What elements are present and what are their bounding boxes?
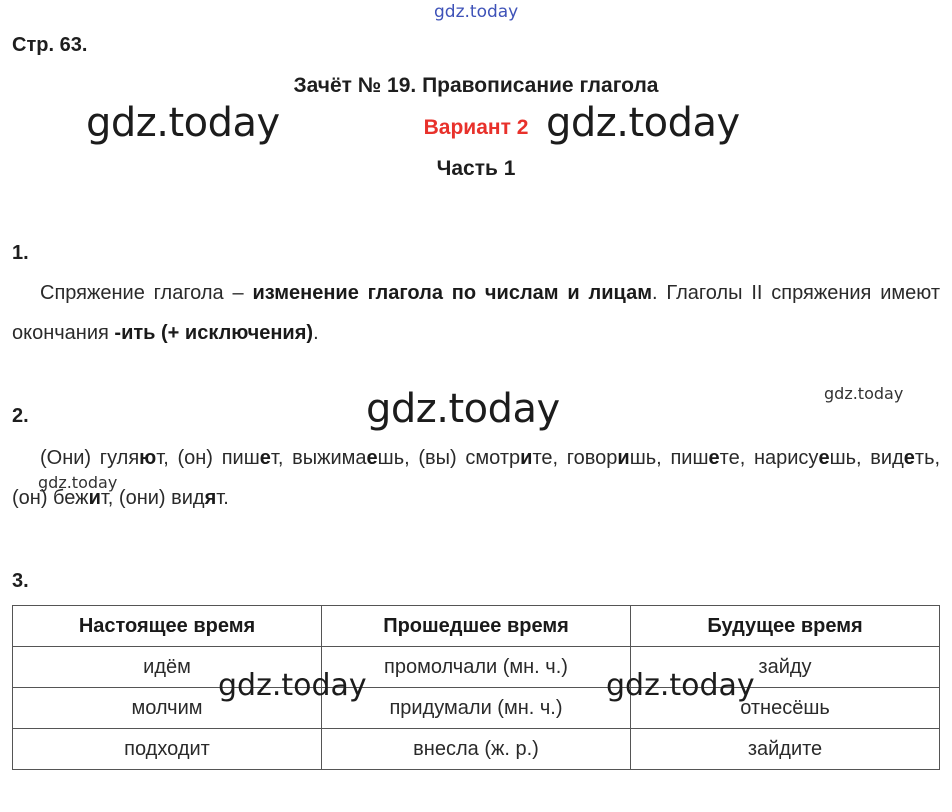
bold-fragment: -ить (+ исключения): [114, 322, 314, 344]
table-cell: внесла (ж. р.): [322, 729, 631, 770]
question-2-answer: [12, 438, 940, 518]
bold-fragment: е: [903, 447, 915, 469]
table-cell: отнесёшь: [631, 688, 940, 729]
watermark-small-right: gdz.today: [824, 384, 904, 403]
table-cell: молчим: [13, 688, 322, 729]
bold-fragment: я: [204, 487, 217, 509]
variant-label: Вариант 2: [423, 116, 529, 139]
test-title: Зачёт № 19. Правописание глагола: [293, 74, 659, 97]
watermark-center: gdz.today: [366, 386, 560, 432]
bold-fragment: е: [818, 447, 830, 469]
text-fragment: . Глаголы II спряжения имеют окончания: [12, 282, 940, 344]
table-cell: идём: [13, 647, 322, 688]
table-cell: промолчали (мн. ч.): [322, 647, 631, 688]
watermark-left: gdz.today: [86, 100, 280, 146]
table-cell: придумали (мн. ч.): [322, 688, 631, 729]
bold-fragment: ю: [139, 447, 157, 469]
watermark-top: gdz.today: [434, 2, 519, 22]
text-fragment: (Они) гуля: [40, 447, 140, 469]
table-header-row: [13, 606, 940, 647]
question-1-answer: [12, 273, 940, 353]
table-row: [13, 688, 940, 729]
text-fragment: т, (они) вид: [100, 487, 205, 509]
question-3-number: 3.: [12, 570, 29, 592]
text-fragment: шь, пиш: [629, 447, 709, 469]
table-cell: зайдите: [631, 729, 940, 770]
text-fragment: Спряжение глагола –: [40, 282, 253, 304]
text-fragment: т, выжима: [270, 447, 367, 469]
bold-fragment: е: [366, 447, 378, 469]
text-fragment: .: [313, 322, 319, 344]
bold-fragment: е: [259, 447, 271, 469]
page-number: Стр. 63.: [12, 34, 88, 56]
table-row: [13, 729, 940, 770]
watermark-table-right: gdz.today: [606, 668, 755, 703]
header-future: Будущее время: [631, 606, 940, 647]
bold-fragment: изменение глагола по числам и лицам: [252, 282, 652, 304]
text-fragment: шь, вид: [829, 447, 904, 469]
header-past: Прошедшее время: [322, 606, 631, 647]
question-2-number: 2.: [12, 405, 29, 427]
watermark-right: gdz.today: [546, 100, 740, 146]
bold-fragment: е: [708, 447, 720, 469]
table-cell: подходит: [13, 729, 322, 770]
tense-table: [12, 605, 940, 770]
bold-fragment: и: [88, 487, 101, 509]
watermark-table-left: gdz.today: [218, 668, 367, 703]
part-label: Часть 1: [436, 157, 516, 180]
question-1-number: 1.: [12, 242, 29, 264]
watermark-small-left: gdz.today: [38, 473, 118, 492]
text-fragment: ть, (он) беж: [12, 447, 941, 509]
bold-fragment: и: [617, 447, 630, 469]
table-cell: зайду: [631, 647, 940, 688]
header-present: Настоящее время: [13, 606, 322, 647]
bold-fragment: и: [520, 447, 533, 469]
text-fragment: те, говор: [532, 447, 618, 469]
text-fragment: шь, (вы) смотр: [377, 447, 521, 469]
text-fragment: т, (он) пиш: [156, 447, 260, 469]
text-fragment: т.: [216, 487, 229, 509]
table-row: [13, 647, 940, 688]
text-fragment: те, нарису: [719, 447, 819, 469]
